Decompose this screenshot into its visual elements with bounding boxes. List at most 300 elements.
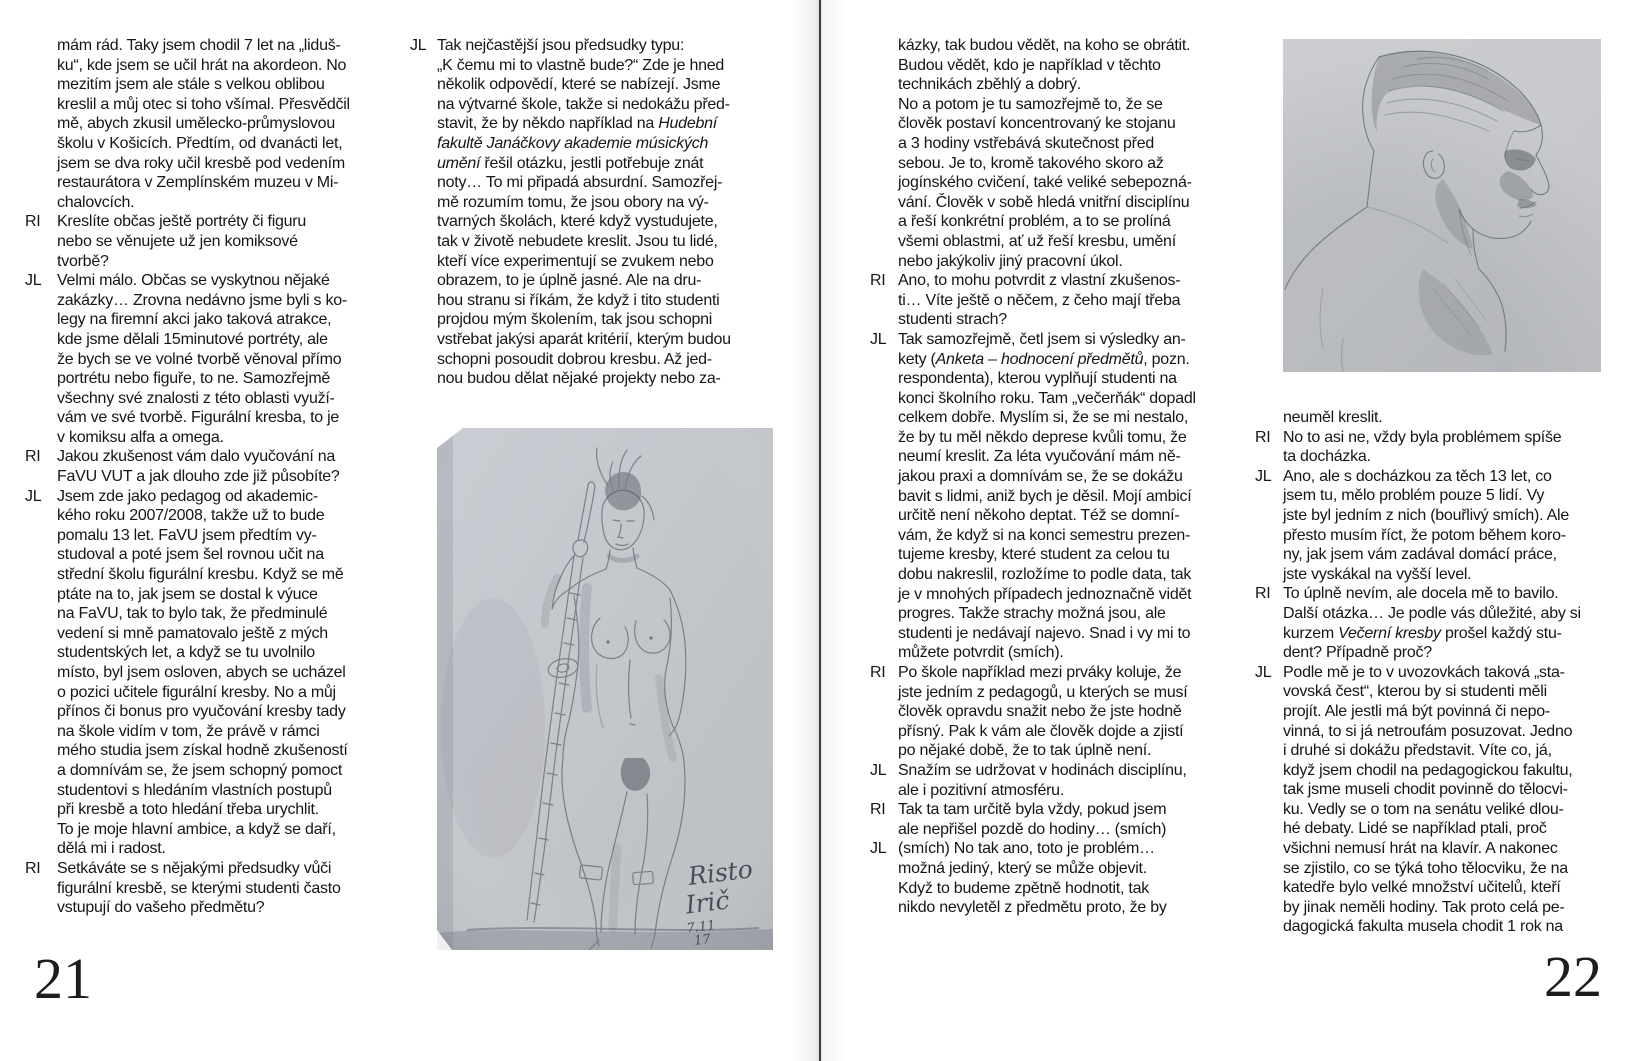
text-line: [1283, 447, 1605, 467]
text-line: [57, 839, 377, 859]
body-text: Tak nejčastější jsou předsudky typu:: [437, 37, 685, 54]
text-line: [437, 330, 776, 350]
text-line: [57, 350, 377, 370]
body-text: katedře bylo velké množství učitelů, kteří: [1283, 879, 1561, 897]
body-text: kteří více experimentují se zvukem nebo: [437, 252, 714, 270]
body-text: dagogická fakulta musela chodit 1 rok na: [1283, 918, 1563, 936]
body-text: Tak ta tam určitě byla vždy, pokud jsem: [898, 801, 1167, 819]
body-text: neumí kreslit. Za léta vyučování mám ně-: [898, 448, 1181, 466]
dialogue-block: [25, 271, 377, 447]
text-line: [898, 820, 1204, 840]
italic-text: Anketa – hodnocení předmětů: [935, 350, 1144, 368]
text-line: [437, 95, 776, 115]
text-line: [1283, 506, 1605, 526]
body-text: tvorbě?: [57, 252, 109, 270]
body-text: se zjistilo, co se týká toho tělocviku, že na: [1283, 859, 1568, 877]
text-line: [1283, 761, 1605, 781]
text-line: [1283, 898, 1605, 918]
body-text: mám rád. Taky jsem chodil 7 let na „liduš-: [57, 37, 341, 54]
text-line: [898, 232, 1204, 252]
page-number-22: 22: [1544, 944, 1602, 1009]
text-line: [57, 643, 377, 663]
text-line: [437, 252, 776, 272]
body-text: tujeme kresby, které student za celou tu: [898, 546, 1170, 564]
text-line: [898, 604, 1204, 624]
body-text: Snažím se udržovat v hodinách disciplínu,: [898, 761, 1187, 779]
text-line: [1283, 682, 1605, 702]
speaker-label: JL: [1255, 663, 1272, 681]
body-text: nikdo nevyletěl z předmětu proto, že by: [898, 899, 1167, 917]
text-line: [898, 702, 1204, 722]
dialogue-block: [410, 36, 776, 389]
italic-text: Hudební: [658, 115, 717, 133]
body-text: je v mnohých případech jednoznačně vidět: [898, 585, 1192, 603]
text-line: [1283, 741, 1605, 761]
text-line: [57, 820, 377, 840]
speaker-label: RI: [25, 448, 41, 466]
body-text: a řeší konkrétní problém, a to se prolíná: [898, 213, 1171, 231]
text-line: [57, 291, 377, 311]
text-line: [57, 154, 377, 174]
text-line: [898, 369, 1204, 389]
body-text: stavit, že by někdo například na: [437, 115, 659, 133]
text-line: [57, 173, 377, 193]
body-text: kde jsme dělali 15minutové portréty, ale: [57, 330, 328, 348]
body-text: Jsem zde jako pedagog od akademic-: [57, 487, 318, 505]
text-line: [898, 310, 1204, 330]
text-line: [1283, 663, 1605, 683]
body-text: (smích) No tak ano, toto je problém…: [898, 840, 1155, 858]
text-line: [898, 212, 1204, 232]
text-line: [898, 271, 1204, 291]
body-text: celkem dobře. Myslím si, že se mi nestalo,: [898, 409, 1189, 427]
text-line: [898, 173, 1204, 193]
body-text: přísný. Pak k vám ale člověk dojde a zjistí: [898, 722, 1184, 740]
dialogue-block: [25, 212, 377, 271]
body-text: přínos či bonus pro vyučování kresby tady: [57, 703, 346, 721]
body-text: člověk opravdu snažit nebo že jste hodně: [898, 703, 1182, 721]
speaker-label: RI: [870, 664, 886, 681]
body-text: neuměl kreslit.: [1283, 409, 1383, 426]
body-text: možná jediný, který se může objevit.: [898, 859, 1147, 877]
italic-text: fakultě Janáčkovy akademie músických: [437, 134, 709, 152]
text-line: [437, 134, 776, 154]
text-line: [898, 781, 1204, 801]
text-line: [57, 722, 377, 742]
body-text: nebo se věnujete už jen komiksové: [57, 232, 298, 250]
text-line: [437, 154, 776, 174]
body-text: pomalu 13 let. FaVU jsem předtím vy-: [57, 526, 317, 544]
body-text: ale nepřišel pozdě do hodiny… (smích): [898, 820, 1167, 838]
body-text: FaVU VUT a jak dlouho zde již působíte?: [57, 468, 340, 486]
speaker-label: RI: [25, 859, 41, 877]
text-line: [437, 75, 776, 95]
italic-text: Večerní kresby: [1338, 624, 1441, 642]
figure-profile-portrait: [1283, 39, 1601, 372]
text-line: [57, 467, 377, 487]
body-text: řešil otázku, jestli potřebuje znát: [480, 154, 704, 172]
text-line: [898, 350, 1204, 370]
text-line: [57, 95, 377, 115]
body-text: mě rozumím tomu, že jsou obory na vý-: [437, 193, 709, 211]
text-line: [898, 565, 1204, 585]
body-text: jsem tu, mělo problém pouze 5 lidí. Vy: [1283, 487, 1545, 505]
dialogue-block: [25, 36, 377, 212]
text-line: [1283, 859, 1605, 879]
body-text: tak jsme museli chodit povinně do tělocvi-: [1283, 781, 1568, 799]
text-line: [1283, 408, 1605, 428]
body-text: bavit s lidmi, aniž bych je děsil. Mojí ambicí: [898, 487, 1192, 505]
text-line: [1283, 702, 1605, 722]
body-text: schopni posoudit dobrou kresbu. Až jed-: [437, 350, 712, 368]
page22-column-2: [1255, 408, 1605, 937]
body-text: Podle mě je to v uvozovkách taková „sta-: [1283, 663, 1565, 681]
text-line: [898, 506, 1204, 526]
speaker-label: RI: [25, 213, 41, 231]
text-line: [437, 271, 776, 291]
body-text: No to asi ne, vždy byla problémem spíše: [1283, 428, 1562, 446]
text-line: [898, 389, 1204, 409]
body-text: restaurátora v Zemplínském muzeu v Mi-: [57, 174, 339, 192]
body-text: progres. Takže strachy možná jsou, ale: [898, 605, 1166, 623]
speaker-label: RI: [1255, 428, 1271, 446]
body-text: Budou vědět, kdo je například v těchto: [898, 56, 1161, 74]
text-line: [898, 898, 1204, 918]
text-line: [898, 526, 1204, 546]
body-text: To je moje hlavní ambice, a když se daří,: [57, 820, 336, 838]
text-line: [898, 683, 1204, 703]
body-text: obrazem, to je úplně jasné. Ale na dru-: [437, 272, 702, 290]
body-text: , pozn.: [1143, 350, 1190, 368]
text-line: [898, 408, 1204, 428]
body-text: když jsem chodil na pedagogickou fakultu,: [1283, 761, 1573, 779]
body-text: ku“, kde jsem se učil hrát na akordeon. No: [57, 56, 347, 74]
text-line: [57, 663, 377, 683]
body-text: jsem se dva roky učil kresbě pod vedením: [57, 154, 345, 172]
text-line: [898, 75, 1204, 95]
nude-study-drawing: [437, 428, 773, 950]
text-line: [57, 75, 377, 95]
body-text: Velmi málo. Občas se vyskytnou nějaké: [57, 272, 330, 290]
body-text: kreslil a můj otec si toho všímal. Přesvědčil: [57, 95, 350, 113]
text-line: [898, 428, 1204, 448]
body-text: kého roku 2007/2008, takže už to bude: [57, 507, 325, 525]
text-line: [898, 36, 1204, 56]
text-line: [1283, 780, 1605, 800]
body-text: Ano, ale s docházkou za těch 13 let, co: [1283, 467, 1552, 485]
body-text: jste byl jedním z nich (bouřlivý smích). Ale: [1283, 506, 1569, 524]
body-text: chalovcích.: [57, 193, 135, 211]
text-line: [898, 722, 1204, 742]
body-text: dobu nakreslil, rozložíme to podle data, tak: [898, 566, 1192, 584]
text-line: [898, 447, 1204, 467]
text-line: [57, 212, 377, 232]
dialogue-block: [870, 36, 1204, 271]
body-text: projít. Ale jestli má být povinná či nepo-: [1283, 702, 1550, 720]
dialogue-block: [870, 330, 1204, 663]
page-number-21: 21: [34, 946, 92, 1011]
body-text: vstřebat jakýsi aparát kritérií, kterým budou: [437, 330, 731, 348]
text-line: [898, 761, 1204, 781]
dialogue-block: [1255, 408, 1605, 428]
body-text: No a potom je tu samozřejmě to, že se: [898, 95, 1163, 113]
text-line: [57, 585, 377, 605]
text-line: [1283, 878, 1605, 898]
text-line: [57, 369, 377, 389]
text-line: [57, 781, 377, 801]
body-text: vstupují do vašeho předmětu?: [57, 899, 265, 917]
body-text: o pozici učitele figurální kresby. No a můj: [57, 683, 336, 701]
body-text: kety (: [898, 350, 936, 368]
speaker-label: JL: [25, 487, 42, 505]
speaker-label: JL: [870, 840, 887, 858]
text-line: [898, 252, 1204, 272]
body-text: sebou. Je to, kromě takového skoro až: [898, 154, 1164, 172]
text-line: [57, 487, 377, 507]
body-text: vám ve své tvorbě. Figurální kresba, to je: [57, 409, 340, 427]
body-text: tvarných školách, které když vystudujete,: [437, 213, 718, 231]
text-line: [898, 624, 1204, 644]
signature-name-1: Risto: [686, 854, 755, 892]
text-line: [1283, 565, 1605, 585]
text-line: [57, 898, 377, 918]
text-line: [57, 800, 377, 820]
body-text: Ano, to mohu potvrdit z vlastní zkušenos-: [898, 272, 1181, 290]
body-text: respondenta), kterou vyplňují studenti na: [898, 370, 1177, 388]
text-line: [437, 310, 776, 330]
body-text: „K čemu mi to vlastně bude?“ Zde je hned: [437, 56, 725, 74]
body-text: všechny své znalosti z této oblasti využí-: [57, 389, 335, 407]
text-line: [898, 800, 1204, 820]
body-text: ti… Víte ještě o něčem, z čeho mají třeba: [898, 291, 1181, 309]
dialogue-block: [25, 447, 377, 486]
italic-text: umění: [437, 154, 481, 172]
text-line: [898, 859, 1204, 879]
body-text: jste jedním z pedagogů, u kterých se musí: [898, 683, 1188, 701]
body-text: projdou mým školením, tak jsou schopni: [437, 311, 713, 329]
text-line: [57, 134, 377, 154]
text-line: [898, 56, 1204, 76]
text-line: [1283, 486, 1605, 506]
body-text: Setkáváte se s nějakými předsudky vůči: [57, 859, 332, 877]
body-text: studenti strach?: [898, 311, 1007, 329]
text-line: [898, 95, 1204, 115]
dialogue-block: [870, 271, 1204, 330]
speaker-label: JL: [1255, 467, 1272, 485]
text-line: [57, 252, 377, 272]
text-line: [437, 36, 776, 56]
text-line: [898, 114, 1204, 134]
text-line: [898, 741, 1204, 761]
text-line: [57, 741, 377, 761]
text-line: [57, 330, 377, 350]
body-text: jogínského cvičení, také veliké sebepozná-: [898, 174, 1192, 192]
dialogue-block: [25, 487, 377, 859]
body-text: a domnívám se, že jsem schopný pomoct: [57, 761, 343, 779]
body-text: zakázky… Zrovna nedávno jsme byli s ko-: [57, 291, 347, 309]
dialogue-block: [1255, 428, 1605, 467]
text-line: [1283, 624, 1605, 644]
body-text: jakou praxi a domnívám se, že se dokážu: [898, 468, 1183, 486]
body-text: Další otázka… Je podle vás důležité, aby si: [1283, 604, 1581, 622]
text-line: [57, 56, 377, 76]
body-text: jste vyskákal na vyšší level.: [1283, 565, 1472, 583]
page-22: [820, 0, 1641, 1061]
text-line: [57, 36, 377, 56]
body-text: To úplně nevím, ale docela mě to bavilo.: [1283, 585, 1559, 603]
body-text: Kreslíte občas ještě portréty či figuru: [57, 213, 307, 231]
body-text: určitě není někoho deptat. Též se domní-: [898, 507, 1180, 525]
signature-date-2: 17: [693, 931, 712, 949]
profile-portrait-drawing: [1283, 39, 1601, 372]
text-line: [57, 604, 377, 624]
speaker-label: JL: [25, 272, 42, 290]
speaker-label: RI: [870, 272, 886, 290]
body-text: střední školu figurální kresbu. Když se mě: [57, 566, 344, 584]
body-text: technikách zběhlý a dobrý.: [898, 76, 1081, 94]
text-line: [57, 624, 377, 644]
body-text: ptáte na to, jak jsem se dostal k výuce: [57, 585, 318, 603]
speaker-label: JL: [870, 761, 887, 779]
text-line: [437, 291, 776, 311]
text-line: [1283, 800, 1605, 820]
text-line: [437, 212, 776, 232]
body-text: člověk postaví koncentrovaný ke stojanu: [898, 115, 1176, 133]
body-text: dělá mi i radost.: [57, 840, 166, 858]
speaker-label: JL: [870, 330, 887, 348]
page22-column-1: [870, 36, 1204, 918]
dialogue-block: [870, 663, 1204, 761]
text-line: [898, 291, 1204, 311]
body-text: mého studia jsem získal hodně zkušeností: [57, 742, 348, 760]
body-text: vání. Člověk v sobě hledá vnitřní disciplínu: [898, 193, 1190, 211]
text-line: [1283, 917, 1605, 937]
text-line: [1283, 722, 1605, 742]
text-line: [57, 879, 377, 899]
text-line: [437, 193, 776, 213]
text-line: [57, 526, 377, 546]
body-text: studentovi s hledáním vlastních postupů: [57, 781, 332, 799]
body-text: studenti je nedávají najevo. Snad i vy mi to: [898, 624, 1191, 642]
body-text: v komiksu alfa a omega.: [57, 428, 224, 446]
dialogue-block: [1255, 584, 1605, 662]
text-line: [898, 879, 1204, 899]
body-text: na škole vidím v tom, že právě v rámci: [57, 722, 320, 740]
body-text: vovská čest“, kterou by si studenti měli: [1283, 683, 1547, 701]
text-line: [57, 389, 377, 409]
body-text: dent? Případně proč?: [1283, 644, 1432, 662]
body-text: všichni nemusí hrát na klavír. A nakonec: [1283, 840, 1558, 858]
body-text: Když to budeme zpětně hodnotit, tak: [898, 879, 1149, 897]
body-text: vedení si mně pamatovalo ještě z mých: [57, 624, 328, 642]
dialogue-block: [25, 859, 377, 918]
text-line: [898, 585, 1204, 605]
body-text: nebo jakýkoliv jiný pracovní úkol.: [898, 252, 1123, 270]
body-text: kurzem: [1283, 624, 1339, 642]
body-text: a 3 hodiny vstřebává skutečnost před: [898, 134, 1155, 152]
body-text: hou stranu si říkám, že když i tito studenti: [437, 291, 720, 309]
body-text: Jakou zkušenost vám dalo vyučování na: [57, 448, 336, 466]
text-line: [898, 467, 1204, 487]
body-text: všemi oblastmi, ať už řeší kresbu, umění: [898, 232, 1176, 250]
text-line: [898, 839, 1204, 859]
dialogue-block: [870, 800, 1204, 839]
body-text: konci školního roku. Tam „večerňák“ dopadl: [898, 389, 1196, 407]
body-text: studoval a poté jsem šel rovnou učit na: [57, 546, 324, 564]
body-text: na výtvarné škole, takže si nedokážu před-: [437, 95, 730, 113]
text-line: [57, 447, 377, 467]
text-line: [57, 232, 377, 252]
text-line: [57, 545, 377, 565]
page21-column-1: [25, 36, 377, 918]
body-text: studentských let, a když se tu uvolnilo: [57, 644, 315, 662]
text-line: [57, 859, 377, 879]
text-line: [437, 232, 776, 252]
body-text: portrétu nebo figuře, to ne. Samozřejmě: [57, 370, 331, 388]
body-text: vám, že když si na konci semestru prezen-: [898, 526, 1191, 544]
body-text: na FaVU, tak to bylo tak, že předminulé: [57, 605, 328, 623]
body-text: by jinak neměli hodiny. Tak proto celá pe-: [1283, 898, 1565, 916]
text-line: [437, 114, 776, 134]
body-text: hé debaty. Lidé se například ptali, proč: [1283, 820, 1547, 838]
dialogue-block: [870, 761, 1204, 800]
text-line: [1283, 839, 1605, 859]
body-text: prošel každý stu-: [1440, 624, 1562, 642]
speaker-label: RI: [870, 801, 886, 819]
body-text: mě, abych zkusil umělecko-průmyslovou: [57, 115, 335, 133]
text-line: [1283, 643, 1605, 663]
body-text: ta docházka.: [1283, 448, 1371, 466]
text-line: [1283, 526, 1605, 546]
text-line: [57, 506, 377, 526]
text-line: [898, 154, 1204, 174]
body-text: tak v životě nebudete kreslit. Jsou tu lidé,: [437, 232, 718, 250]
text-line: [437, 350, 776, 370]
body-text: školu v Košicích. Předtím, od dvanácti let,: [57, 134, 343, 152]
dialogue-block: [1255, 467, 1605, 585]
text-line: [57, 271, 377, 291]
text-line: [57, 702, 377, 722]
text-line: [57, 408, 377, 428]
text-line: [898, 643, 1204, 663]
text-line: [437, 173, 776, 193]
text-line: [898, 193, 1204, 213]
body-text: že by tu měl někdo deprese kvůli tomu, že: [898, 428, 1187, 446]
body-text: nou budou dělat nějaké projekty nebo za-: [437, 370, 721, 388]
signature-date-1: 7.11: [685, 918, 717, 937]
text-line: [1283, 819, 1605, 839]
text-line: [898, 663, 1204, 683]
text-line: [898, 330, 1204, 350]
body-text: vinná, to si já netroufám posuzovat. Jedno: [1283, 722, 1573, 740]
text-line: [898, 134, 1204, 154]
body-text: ale i pozitivní atmosféru.: [898, 781, 1065, 799]
text-line: [57, 565, 377, 585]
body-text: kázky, tak budou vědět, na koho se obrátit.: [898, 37, 1191, 54]
signature-name-2: Irič: [683, 885, 731, 920]
body-text: mezitím jsem ale stále s velkou oblibou: [57, 76, 325, 94]
text-line: [57, 428, 377, 448]
text-line: [1283, 428, 1605, 448]
body-text: místo, byl jsem osloven, abych se ucházel: [57, 664, 346, 681]
page-21: [0, 0, 820, 1061]
text-line: [1283, 604, 1605, 624]
dialogue-block: [1255, 663, 1605, 937]
body-text: ny, jak jsem vám zadával domácí práce,: [1283, 546, 1557, 564]
dialogue-block: [870, 839, 1204, 917]
text-line: [1283, 584, 1605, 604]
figure-nude-study: [437, 428, 773, 950]
